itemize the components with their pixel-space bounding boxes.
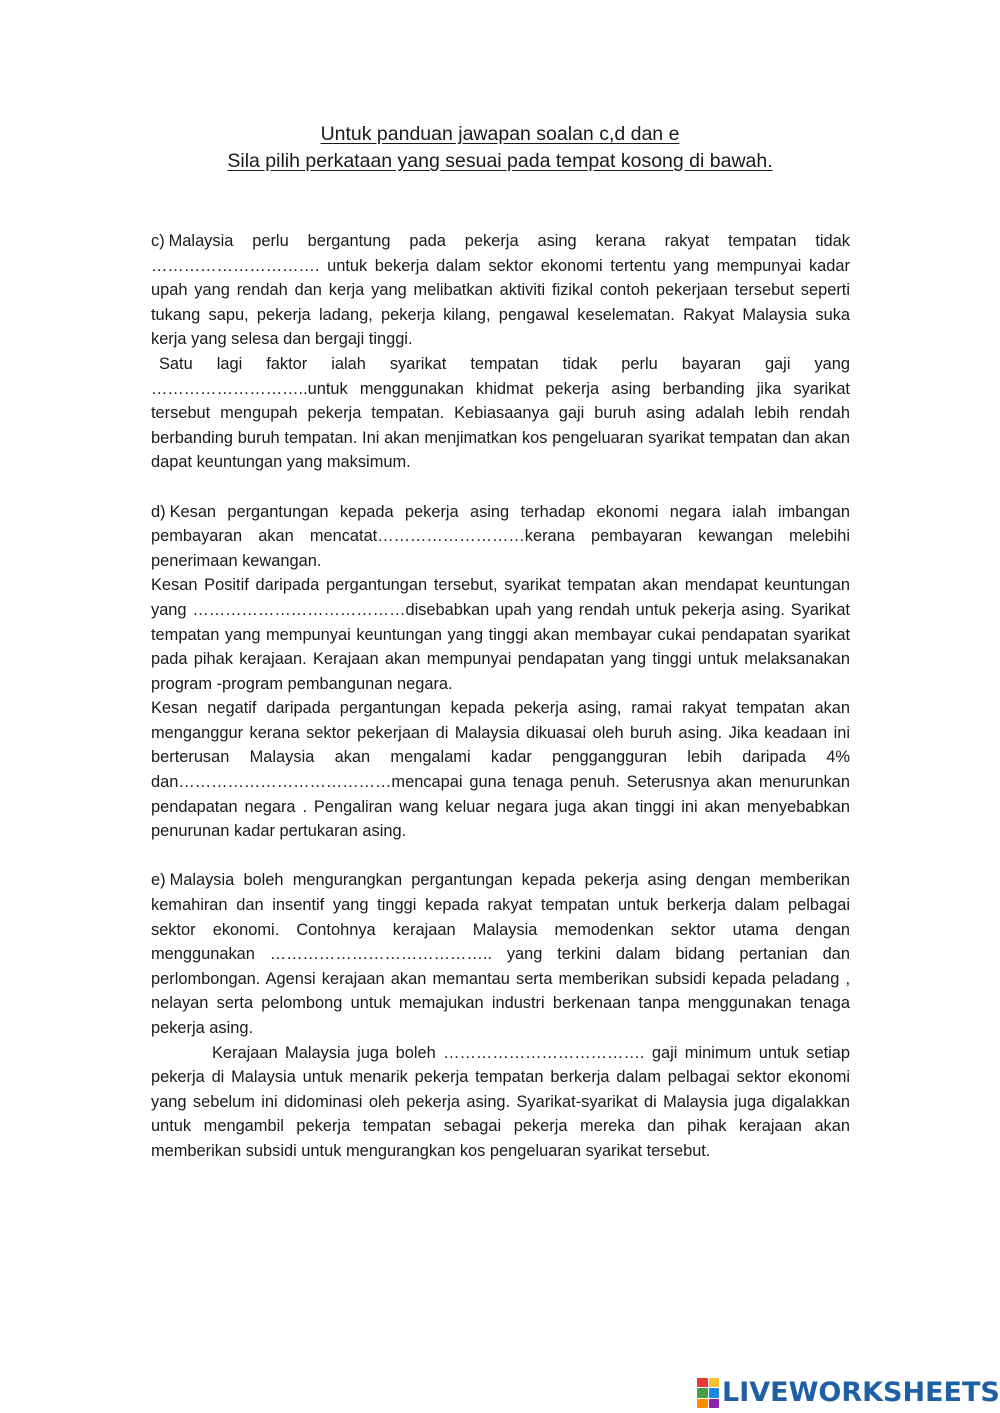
liveworksheets-icon [697, 1378, 719, 1408]
section-e-text-1: Malaysia boleh mengurangkan pergantungan kepada pekerja asing dengan memberikan kemahiran dan insentif yang tinggi kepada rakyat tempatan untuk berkerja dalam pelbagai sektor ekonomi. Contohnya kerajaan Malaysia memodenkan sektor utama dengan menggunakan ………………………………….. yang terkini dalam bidang pertanian dan perlombongan. Agensi kerajaan akan memantau serta memberikan subsidi kepada peladang , nelayan serta pelombong untuk memajukan industri berkenaan tanpa menggunakan tenaga pekerja asing. [151, 871, 850, 1037]
section-d-paragraph-2: Kesan Positif daripada pergantungan tersebut, syarikat tempatan akan mendapat keuntungan yang …………………………………disebabkan upah yang rendah untuk pekerja asing. Syarikat tempatan yang mempunyai keuntungan yang tinggi akan membayar cukai pendapatan syarikat pada pihak kerajaan. Kerajaan akan mempunyai pendapatan yang tinggi untuk melaksanakan program -program pembangunan negara. [151, 576, 850, 693]
page-header [0, 121, 1000, 175]
section-d-paragraph-3: Kesan negatif daripada pergantungan kepada pekerja asing, ramai rakyat tempatan akan menganggur kerana sektor pekerjaan di Malaysia dikuasai oleh buruh asing. Jika keadaan ini berterusan Malaysia akan mengalami kadar penggangguran lebih daripada 4% dan…………………………………mencapai guna tenaga penuh. Seterusnya akan menurunkan pendapatan negara . Pengaliran wang keluar negara juga akan tinggi ini akan menyebabkan penurunan kadar pertukaran asing. [151, 699, 850, 841]
section-d-label: d) [151, 502, 166, 521]
section-c-paragraph-1 [151, 229, 850, 352]
spacer [151, 844, 850, 869]
section-e-paragraph-2: Kerajaan Malaysia juga boleh ………………………………. gaji minimum untuk setiap pekerja di Malaysia untuk menarik pekerja tempatan berkerja dalam pelbagai sektor ekonomi yang sebelum ini didominasi oleh pekerja asing. Syarikat-syarikat di Malaysia juga digalakkan untuk mengambil pekerja tempatan sebagai pekerja mereka dan pihak kerajaan akan memberikan subsidi untuk mengurangkan kos pengeluaran syarikat tersebut. [151, 1043, 850, 1160]
section-d-paragraph-1 [151, 500, 850, 574]
section-c-text-1: Malaysia perlu bergantung pada pekerja asing kerana rakyat tempatan tidak …………………………. untuk bekerja dalam sektor ekonomi tertentu yang mempunyai kadar upah yang rendah dan kerja yang melibatkan aktiviti fizikal contoh pekerjaan tersebut seperti tukang sapu, pekerja ladang, pekerja kilang, pengawal keselematan. Rakyat Malaysia suka kerja yang selesa dan bergaji tinggi. [151, 232, 850, 349]
section-e-paragraph-1 [151, 868, 850, 1040]
document-body [151, 229, 850, 1164]
logo-text: LIVEWORKSHEETS [722, 1377, 1000, 1408]
instruction-subtitle: Sila pilih perkataan yang sesuai pada tempat kosong di bawah. [227, 150, 773, 172]
section-c-label: c) [151, 232, 165, 250]
section-d-text-1: Kesan pergantungan kepada pekerja asing terhadap ekonomi negara ialah imbangan pembayaran akan mencatat………………………kerana pembayaran kewangan melebihi penerimaan kewangan. [151, 502, 850, 570]
section-e-label: e) [151, 871, 166, 890]
spacer [151, 475, 850, 500]
section-c-paragraph-2: Satu lagi faktor ialah syarikat tempatan tidak perlu bayaran gaji yang ………………………..untuk menggunakan khidmat pekerja asing berbanding jika syarikat tersebut mengupah pekerja tempatan. Kebiasaanya gaji buruh asing adalah lebih rendah berbanding buruh tempatan. Ini akan menjimatkan kos pengeluaran syarikat tempatan dan akan dapat keuntungan yang maksimum. [151, 354, 850, 472]
instruction-title: Untuk panduan jawapan soalan c,d dan e [320, 123, 680, 145]
liveworksheets-logo[interactable] [697, 1378, 1000, 1408]
